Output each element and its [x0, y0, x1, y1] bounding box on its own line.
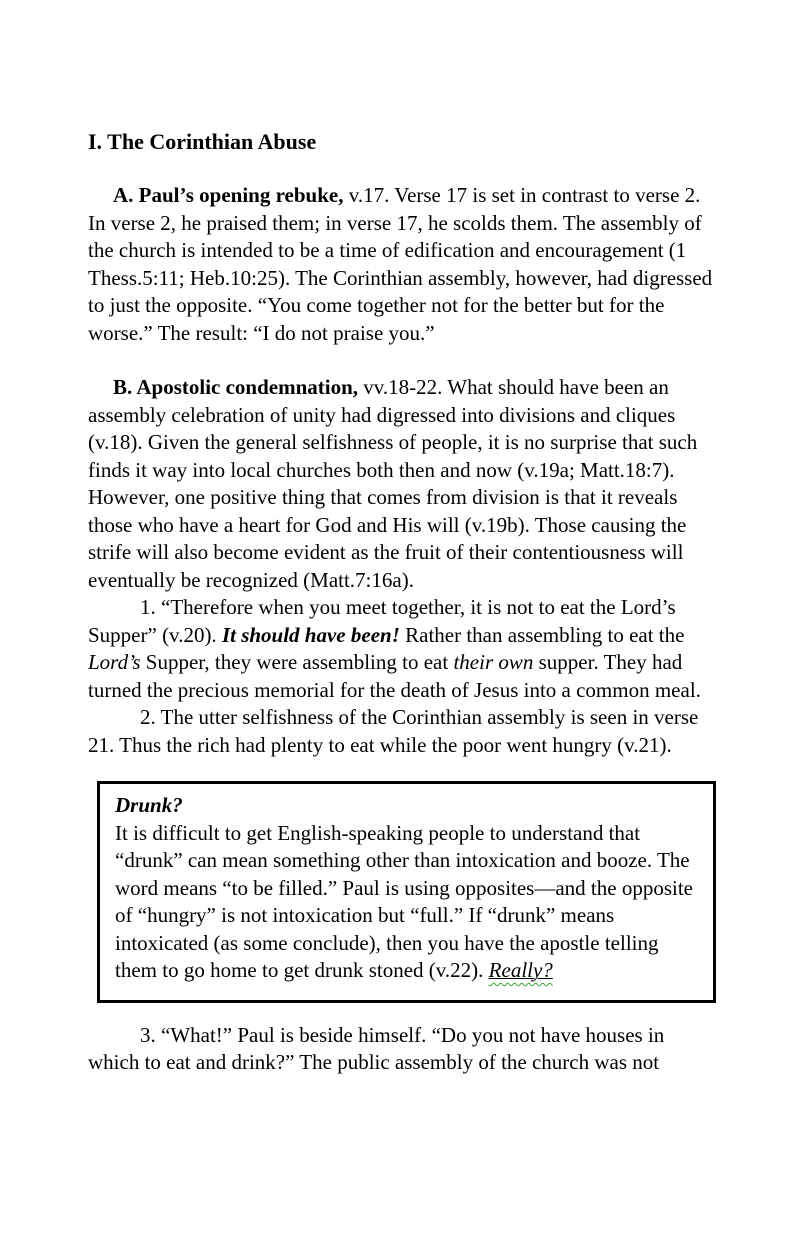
callout-body: It is difficult to get English-speaking people to understand that “drunk” can mean something other than intoxication and booze. The word means “to be filled.” Paul is using opposites—and the opposite of “hungry” is not intoxication but “full.” If “drunk” means intoxicated (as some conclude), then you have the apostle telling them to go home to get drunk stoned (v.22).	[115, 820, 693, 982]
numbered-item-3	[88, 1022, 716, 1077]
paragraph-a-body: v.17. Verse 17 is set in contrast to verse 2. In verse 2, he praised them; in verse 17, he scolds them. The assembly of the church is intended to be a time of edification and encouragement (1 Thess.5:11; Heb.10:25). The Corinthian assembly, however, had digressed to just the opposite. “You come together not for the better but for the worse.” The result: “I do not praise you.”	[88, 183, 713, 345]
drunk-callout-box	[97, 781, 716, 1003]
item-2-run: 2. The utter selfishness of the Corinthian assembly is seen in verse 21. Thus the rich had plenty to eat while the poor went hungry (v.21).	[88, 705, 699, 757]
item-1-italic-their-own: their own	[453, 650, 534, 674]
paragraph-a-lead: A. Paul’s opening rebuke,	[113, 183, 344, 207]
paragraph-a	[88, 182, 716, 347]
callout-title: Drunk?	[115, 793, 183, 817]
item-3-run: 3. “What!” Paul is beside himself. “Do you not have houses in which to eat and drink?” The public assembly of the church was not	[88, 1022, 665, 1074]
item-1-run: Supper, they were assembling to eat	[140, 650, 454, 674]
section-heading: I. The Corinthian Abuse	[88, 129, 317, 154]
item-1-run: 1. “Therefore when you meet together, it is not to eat the Lord’s Supper” (v.20).	[88, 595, 676, 647]
paragraph-b	[88, 374, 716, 594]
grammar-squiggle-text: Really?	[488, 958, 553, 982]
numbered-item-2	[88, 704, 716, 759]
paragraph-b-body: vv.18-22. What should have been an assembly celebration of unity had digressed into divisions and cliques (v.18). Given the general selfishness of people, it is no surprise that such finds it way into local churches both then and now (v.19a; Matt.18:7). However, one positive thing that comes from division is that it reveals those who have a heart for God and His will (v.19b). Those causing the strife will also become evident as the fruit of their contentiousness will eventually be recognized (Matt.7:16a).	[88, 375, 698, 592]
numbered-item-1	[88, 594, 716, 704]
item-1-run: supper. They had turned the precious memorial for the death of Jesus into a common meal.	[88, 650, 701, 702]
item-1-italic-lords: Lord’s	[88, 650, 141, 674]
item-1-emphasis: It should have been!	[221, 622, 400, 647]
item-1-run: Rather than assembling to eat the	[399, 622, 685, 647]
callout-really	[489, 958, 553, 982]
paragraph-b-lead: B. Apostolic condemnation,	[113, 375, 359, 399]
